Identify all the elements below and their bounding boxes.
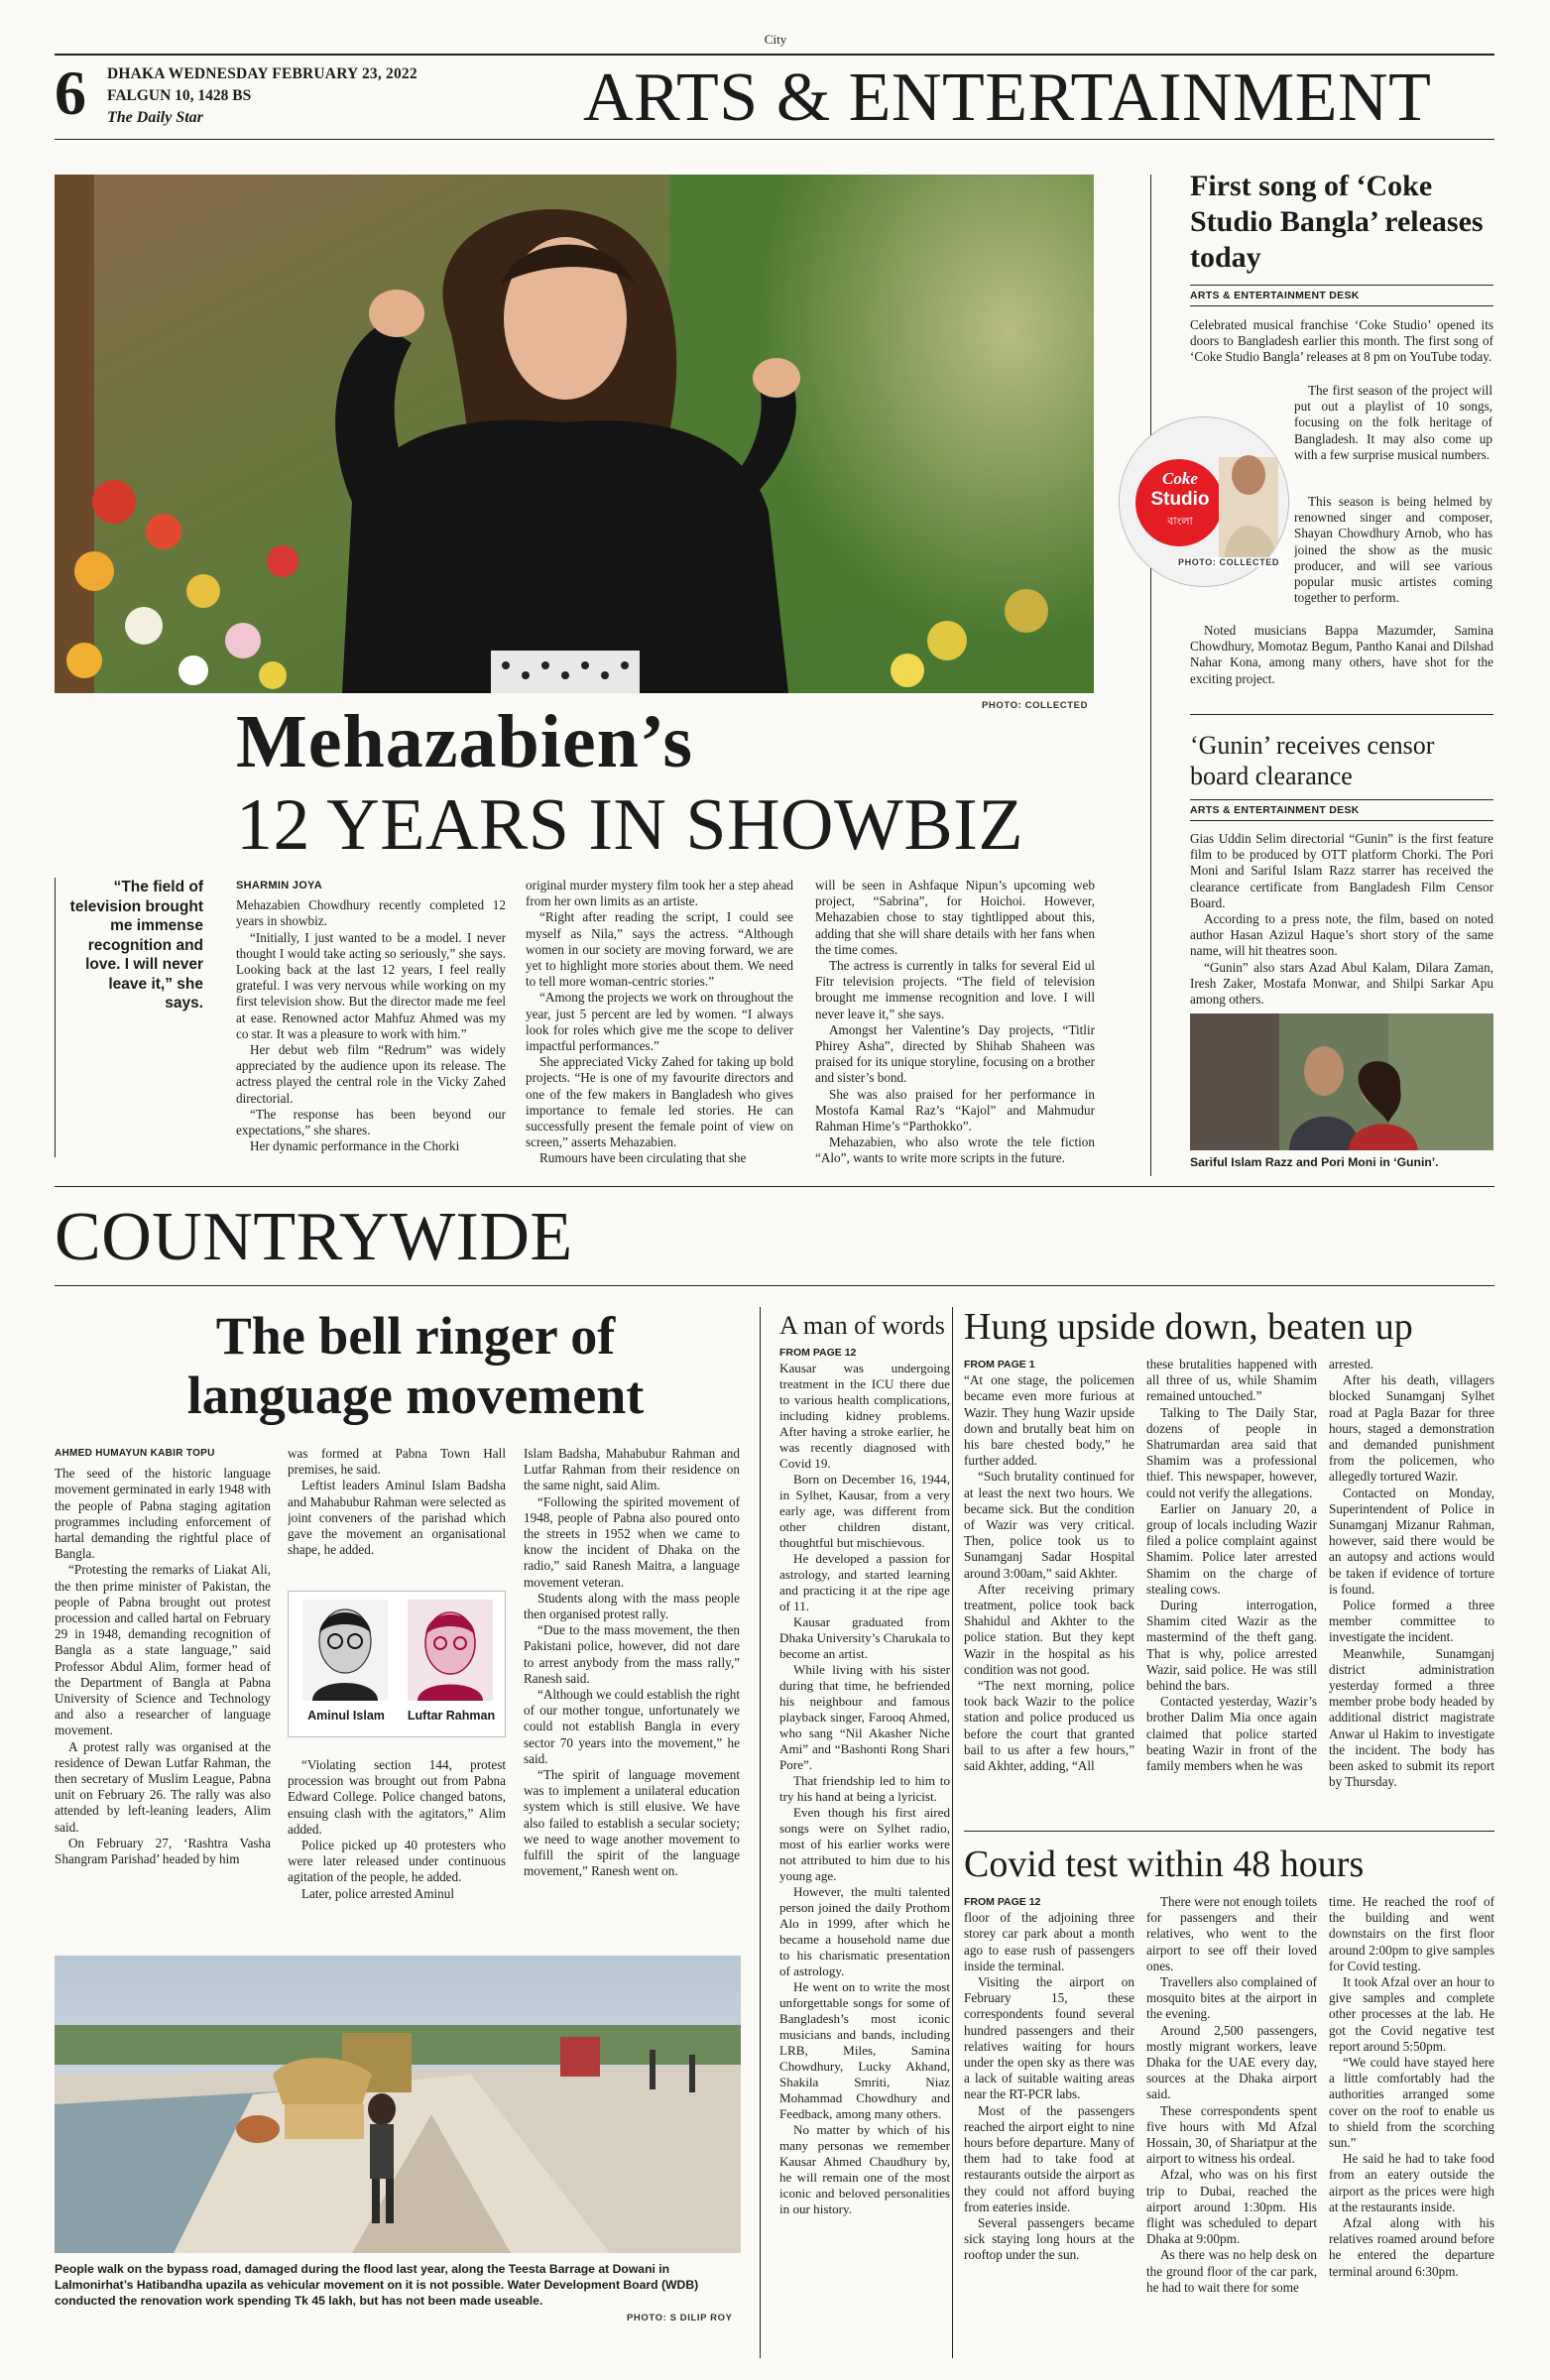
lead-paragraph: Mehazabien, who also wrote the tele fiction “Alo”, wants to write more scripts in the future.	[815, 1134, 1095, 1166]
coke-logo-text-2: Studio	[1150, 489, 1210, 510]
hung-paragraph: Earlier on January 20, a group of locals including Wazir filed a police complaint against Shamim. Police later arrested Shamim on the charge of stealing cows.	[1146, 1500, 1317, 1597]
covid-paragraph: Visiting the airport on February 15, these correspondents found several hundred passengers and their relatives waiting for hours under the open sky as there was a lack of suitable waiting areas near the RT-PCR labs.	[964, 1974, 1134, 2102]
bell-column-2-top	[288, 1446, 506, 1579]
lead-paragraph: Amongst her Valentine’s Day projects, “Titlir Phirey Asha”, directed by Shihab Shaheen was praised for its unique storyline, focusing on a brother and sister’s bond.	[815, 1021, 1095, 1086]
bell-paragraph: Leftist leaders Aminul Islam Badsha and Mahabubur Rahman were selected as joint conveners of the parishad which gave the movement an organisational shape, he added.	[288, 1478, 506, 1558]
covid-paragraph: Several passengers became sick staying long hours at the rooftop under the sun.	[964, 2215, 1134, 2263]
portrait-lutfar-rahman	[408, 1600, 493, 1701]
coke-headline: First song of ‘Coke Studio Bangla’ releases today	[1190, 170, 1484, 274]
covid-paragraph: Most of the passengers reached the airport eight to nine hours before departure. Many of them had to take food at restaurants outside the airport as they could not afford buying from eateries inside.	[964, 2102, 1134, 2214]
gunin-rule	[1190, 799, 1493, 800]
covid-paragraph: These correspondents spent five hours with Md Afzal Hossain, 30, of Shariatpur at the airport to witness his ordeal.	[1146, 2102, 1317, 2167]
lead-paragraph: will be seen in Ashfaque Nipun’s upcoming web project, “Sabrina”, for Hoichoi. However, Mehazabien chose to stay tightlipped about this, adding that she will share details with her fans when the time comes.	[815, 878, 1095, 957]
lead-paragraph: She was also praised for her performance in Mostofa Kamal Raz’s “Kajol” and Mahmudur Rahman Hime’s “Parthokko”.	[815, 1086, 1095, 1134]
lead-headline-2: 12 YEARS IN SHOWBIZ	[236, 784, 1024, 866]
teesta-caption: People walk on the bypass road, damaged during the flood last year, along the Teesta Barrage at Dowani in Lalmonirhat’s Hatibandha upazila as vehicular movement on it is not possible. Water Development Board (WDB) conducted the renovation work spending Tk 45 lakh, but has not been made useable.	[55, 2262, 699, 2308]
bell-paragraph: “The spirit of language movement was to implement a unilateral education system which is still elusive. We have also failed to establish a secular society; we need to wage another movement to fulfill the spirit of the language movement,” Ranesh went on.	[524, 1767, 740, 1879]
lead-headline-1: Mehazabien’s	[236, 700, 693, 783]
hung-paragraph: During interrogation, Shamim cited Wazir as the mastermind of the theft gang. That is why, police arrested Wazir, said police. He was still behind the bars.	[1146, 1598, 1317, 1694]
covid-paragraph: As there was no help desk on the ground floor of the car park, he had to wait there for some	[1146, 2247, 1317, 2295]
portraits-box	[288, 1591, 506, 1737]
gunin-paragraph: “Gunin” also stars Azad Abul Kalam, Dilara Zaman, Iresh Zaker, Mostafa Monwar, and Shilpi Sarkar Apu among others.	[1190, 959, 1493, 1008]
words-paragraph: Kausar graduated from Dhaka University’s Charukala to become an artist.	[779, 1614, 950, 1661]
gunin-top-rule	[1190, 714, 1493, 715]
lead-paragraph: “Initially, I just wanted to be a model. I never thought I would take acting so seriously,” she says. Looking back at the last 12 years, I feel really grateful. I was very nervous while working on my first television show. But the director made me feel at ease. Renowned actor Mahfuz Ahmed was my co star. It was a pleasure to work with him.”	[236, 929, 506, 1041]
words-paragraph: While living with his sister during that time, he befriended his neighbour and famous playback singer, Farooq Ahmed, who sang “Nil Akasher Niche Ami” and “Bashonti Rong Shari Pore”.	[779, 1662, 950, 1772]
page-number: 6	[55, 58, 86, 128]
portrait-aminul-islam	[302, 1600, 388, 1701]
covid-paragraph: It took Afzal over an hour to give samples and complete other processes at the lab. He got the Covid negative test report around 5:50pm.	[1329, 1974, 1494, 2054]
bell-byline: AHMED HUMAYUN KABIR TOPU	[55, 1448, 215, 1459]
gunin-photo-illustration	[1190, 1013, 1493, 1150]
teesta-photo-credit: PHOTO: S DILIP ROY	[627, 2313, 733, 2323]
coke-logo-text-3: বাংলা	[1167, 516, 1193, 528]
lead-column-3	[815, 878, 1095, 1175]
bell-paragraph: “Protesting the remarks of Liakat Ali, the then prime minister of Pakistan, the people of Pabna brought out protest procession and called hartal on February 29 in 1948, demanding recognition of Bangla as a state language,” said Professor Abdul Alim, former head of the Department of Bangla at Pabna University of Science and Technology and also a researcher of language movement.	[55, 1562, 271, 1738]
bottom-divider-2	[952, 1307, 953, 2358]
hung-paragraph: these brutalities happened with all three of us, while Shamim remained untouched.”	[1146, 1357, 1317, 1404]
covid-column-1	[964, 1894, 1134, 2370]
hung-column-1	[964, 1357, 1134, 1813]
right-column-rule	[1150, 175, 1151, 1176]
lead-paragraph: “Right after reading the script, I could see myself as Nila,” says the actress. “Although women in our society are moving forward, we are yet to highlight more stories about them. We need to tell more woman-centric stories.”	[526, 909, 793, 990]
bell-paragraph: “Following the spirited movement of 1948, people of Pabna also poured onto the streets in 1952 when we came to know the incident of Dhaka on the radio,” said Ranesh Maitra, a language movement veteran.	[524, 1493, 740, 1590]
bell-paragraph: was formed at Pabna Town Hall premises, he said.	[288, 1446, 506, 1478]
coke-rule-2	[1190, 305, 1493, 306]
lead-paragraph: Her dynamic performance in the Chorki	[250, 1138, 460, 1154]
bell-paragraph: A protest rally was organised at the residence of Dewan Lutfar Rahman, the then secretary of Muslim League, Pabna unit on February 26. The rally was also attended by left-leaning leaders, Alim said.	[55, 1738, 271, 1835]
words-paragraph: He developed a passion for astrology, and started learning and practicing it at the ripe age of 11.	[779, 1551, 950, 1613]
bell-column-1	[55, 1446, 271, 1942]
gunin-rule-2	[1190, 820, 1493, 821]
lead-photo-illustration	[55, 175, 1094, 693]
words-headline: A man of words	[779, 1311, 945, 1340]
hung-headline: Hung upside down, beaten up	[964, 1306, 1413, 1348]
bell-paragraph: “Due to the mass movement, the then Pakistani police, however, did not dare to arrest anybody from the mass rally,” Ranesh said.	[524, 1622, 740, 1686]
countrywide-top-rule	[55, 1186, 1494, 1187]
words-from-page: FROM PAGE 12	[779, 1347, 857, 1359]
bangla-date: FALGUN 10, 1428 BS	[107, 87, 252, 104]
coke-logo-text-1: Coke	[1162, 469, 1198, 488]
words-paragraph: No matter by which of his many personas we remember Kausar Ahmed Chaudhury by, he will remain one of the most iconic and beloved personalities in our history.	[779, 2122, 950, 2216]
lead-paragraph: Rumours have been circulating that she	[539, 1150, 747, 1166]
covid-paragraph: time. He reached the roof of the building and went downstairs on the first floor around 2:00pm to give samples for Covid testing.	[1329, 1894, 1494, 1973]
bell-headline-1: The bell ringer of	[215, 1306, 616, 1366]
bell-paragraph: “Violating section 144, protest procession was brought out from Pabna Edward College. Police changed batons, ensuing clash with the agitators,” Alim added.	[288, 1757, 506, 1837]
covid-headline: Covid test within 48 hours	[964, 1844, 1365, 1885]
lead-byline: SHARMIN JOYA	[236, 880, 322, 892]
bottom-divider-1	[760, 1307, 761, 2358]
covid-paragraph: Afzal, who was on his first trip to Dubai, reached the airport around 1:30pm. His flight was scheduled to depart Dhaka at 9:00pm.	[1146, 2167, 1317, 2247]
lead-paragraph: Her debut web film “Redrum” was widely appreciated by the audience upon its release. The actress played the central role in the Vicky Zahed directorial.	[236, 1042, 506, 1106]
lead-column-1	[236, 878, 506, 1175]
date-line: DHAKA WEDNESDAY FEBRUARY 23, 2022	[107, 65, 417, 82]
portrait-caption-2: Luftar Rahman	[407, 1709, 496, 1723]
bell-paragraph: Islam Badsha, Mahabubur Rahman and Lutfar Rahman from their residence on the same night, said Alim.	[524, 1446, 740, 1493]
covid-column-2	[1146, 1894, 1317, 2370]
covid-paragraph: Around 2,500 passengers, mostly migrant workers, leave Dhaka for the UAE every day, sources at the Dhaka airport said.	[1146, 2022, 1317, 2102]
lead-paragraph: “The response has been beyond our expectations,” she shares.	[236, 1106, 506, 1138]
gunin-headline: ‘Gunin’ receives censor board clearance	[1190, 731, 1435, 790]
gunin-photo	[1190, 1013, 1493, 1150]
lead-paragraph: original murder mystery film took her a step ahead from her own limits as an artiste.	[526, 878, 793, 909]
covid-paragraph: “We could have stayed here a little comfortably had the authorities arranged some cover on the roof to enable us to shield from the scorching sun.”	[1329, 2055, 1494, 2151]
lead-paragraph: She appreciated Vicky Zahed for taking up bold projects. “He is one of my favourite directors and one of the few makers in Bangladesh who gives importance to female led stories. He can successfully present the female point of view on screen,” asserts Mehazabien.	[526, 1054, 793, 1150]
hung-paragraph: “At one stage, the policemen became even more furious at Wazir. They hung Wazir upside down and brutally beat him on his bare chested body,” he further added.	[964, 1372, 1134, 1469]
pull-quote-rule	[55, 878, 56, 1157]
coke-photo-credit: PHOTO: COLLECTED	[1178, 557, 1279, 567]
bell-column-3	[524, 1446, 740, 1942]
gunin-paragraph: Gias Uddin Selim directorial “Gunin” is the first feature film to be produced by OTT platform Chorki. The Pori Moni and Sariful Islam Razz starrer has received the clearance certificate from Bangladesh Film Censor Board.	[1190, 831, 1493, 910]
words-paragraph: That friendship led to him to try his hand at being a lyricist.	[779, 1773, 950, 1804]
coke-paragraph: The first season of the project will put out a playlist of 10 songs, focusing on the folk heritage of Bangladesh. It may also come up with a few surprise musical numbers.	[1294, 383, 1492, 462]
lead-paragraph: “Among the projects we work on throughout the year, just 5 percent are led by women. “I always look for roles which give me the scope to deliver impactful performances.”	[526, 990, 793, 1054]
pull-quote: “The field of television brought me immense recognition and love. I will never leave it,” she says.	[69, 879, 203, 1012]
hung-column-2	[1146, 1357, 1317, 1813]
lead-paragraph: Mehazabien Chowdhury recently completed 12 years in showbiz.	[236, 897, 506, 929]
header-top-rule	[55, 54, 1494, 56]
gunin-byline: ARTS & ENTERTAINMENT DESK	[1190, 804, 1360, 816]
header-bottom-rule	[55, 139, 1494, 140]
covid-paragraph: floor of the adjoining three storey car park about a month ago to ease rush of passengers inside the terminal.	[964, 1910, 1134, 1973]
section-top-label: City	[764, 32, 787, 47]
covid-paragraph: Afzal along with his relatives roamed around before he entered the departure terminal around 6:30pm.	[1329, 2215, 1494, 2279]
section-title: ARTS & ENTERTAINMENT	[583, 60, 1432, 136]
hung-paragraph: Talking to The Daily Star, dozens of people in Shatrumardan area said that Shamim was a professional thief. This newspaper, however, could not verify the allegations.	[1146, 1404, 1317, 1500]
bell-paragraph: Students along with the mass people then organised protest rally.	[524, 1590, 740, 1622]
covid-paragraph: Travellers also complained of mosquito bites at the airport in the evening.	[1146, 1974, 1317, 2022]
portrait-caption-1: Aminul Islam	[307, 1709, 385, 1723]
words-body	[779, 1345, 950, 2366]
countrywide-title: COUNTRYWIDE	[55, 1199, 573, 1275]
bell-headline-2: language movement	[186, 1366, 645, 1425]
hung-paragraph: Meanwhile, Sunamganj district administration yesterday formed a three member probe body headed by additional district magistrate Anwar ul Hakim to investigate the incident. The body has been asked to submit its report by Thursday.	[1329, 1645, 1494, 1790]
bell-paragraph: “Although we could establish the right of our mother tongue, unfortunately we could not establish Bangla in every sector 70 years into the movement,” he said.	[524, 1687, 740, 1766]
covid-paragraph: He said he had to take food from an eatery outside the airport as the prices were high at the restaurants inside.	[1329, 2151, 1494, 2214]
lead-photo	[55, 175, 1094, 693]
hung-paragraph: Police formed a three member committee to investigate the incident.	[1329, 1598, 1494, 1645]
coke-wrap-1	[1294, 383, 1492, 494]
bell-paragraph: Police picked up 40 protesters who were later released under continuous agitation of the people, he added.	[288, 1838, 506, 1885]
hung-paragraph: After receiving primary treatment, police took back Shahidul and Akhter to the police station. But they kept Wazir in the hospital as his condition was not good.	[964, 1581, 1134, 1677]
paper-name-logo: The Daily Star	[107, 109, 203, 126]
teesta-photo	[55, 1956, 741, 2253]
lead-photo-credit: PHOTO: COLLECTED	[982, 700, 1089, 711]
coke-tail	[1190, 623, 1493, 692]
lead-paragraph: The actress is currently in talks for several Eid ul Fitr television projects. “The field of television brought me immense recognition and love. I will never leave it,” she says.	[815, 958, 1095, 1021]
coke-paragraph: This season is being helmed by renowned singer and composer, Shayan Chowdhury Arnob, who has joined the show as the music producer, and will see various popular music artistes coming together to perform.	[1294, 494, 1492, 606]
hung-paragraph: “The next morning, police took back Wazir to the police station and police produced us before the court that granted bail to us after a few hours,” said Akhter, adding, “All	[964, 1678, 1134, 1774]
words-paragraph: Born on December 16, 1944, in Sylhet, Kausar, from a very early age, was different from other children distant, thoughtful but mischievous.	[779, 1472, 950, 1550]
hung-paragraph: After his death, villagers blocked Sunamganj Sylhet road at Pagla Bazar for three hours, staged a demonstration and demanded punishment from the policemen, who allegedly tortured Wazir.	[1329, 1372, 1494, 1485]
bell-paragraph: Later, police arrested Aminul	[301, 1885, 454, 1901]
hung-column-3	[1329, 1357, 1494, 1813]
teesta-photo-illustration	[55, 1956, 741, 2253]
words-paragraph: Even though his first aired songs were on Sylhet radio, most of his earlier works were not attributed to him due to his young age.	[779, 1805, 950, 1883]
covid-column-3	[1329, 1894, 1494, 2370]
bell-column-2-bottom	[288, 1757, 506, 1942]
coke-wrap-2	[1294, 494, 1492, 623]
gunin-caption: Sariful Islam Razz and Pori Moni in ‘Gunin’.	[1190, 1155, 1439, 1169]
hung-paragraph: Contacted yesterday, Wazir’s brother Dalim Mia once again claimed that police started beating Wazir in front of the family members when he was	[1146, 1694, 1317, 1774]
covid-from-page: FROM PAGE 12	[964, 1896, 1041, 1908]
hung-paragraph: Contacted on Monday, Superintendent of Police in Sunamganj Mizanur Rahman, however, said there would be an autopsy and actions would be taken if evidence of torture is found.	[1329, 1485, 1494, 1597]
words-paragraph: However, the multi talented person joined the daily Prothom Alo in 1999, after which he became a household name due to his charismatic presentation of astrology.	[779, 1884, 950, 1978]
coke-paragraph: Celebrated musical franchise ‘Coke Studio’ opened its doors to Bangladesh earlier this month. The first song of ‘Coke Studio Bangla’ releases at 8 pm on YouTube today.	[1190, 317, 1493, 365]
gunin-paragraph: According to a press note, the film, based on noted author Hasan Azizul Haque’s short story of the same name, will hit theatres soon.	[1190, 911, 1493, 959]
countrywide-bottom-rule	[55, 1285, 1494, 1286]
hung-from-page: FROM PAGE 1	[964, 1359, 1035, 1370]
hung-paragraph: “Such brutality continued for at least the next two hours. We became sick. But the condition of Wazir was very critical. Then, police took us to Sunamganj Sadar Hospital around 3:00am,” said Akhter.	[964, 1469, 1134, 1581]
lead-column-2	[526, 878, 793, 1175]
gunin-body	[1190, 831, 1493, 1010]
coke-rule	[1190, 285, 1493, 286]
coke-intro	[1190, 317, 1493, 383]
bell-paragraph: On February 27, ‘Rashtra Vasha Shangram Parishad’ headed by him	[55, 1835, 271, 1867]
coke-byline: ARTS & ENTERTAINMENT DESK	[1190, 290, 1360, 301]
covid-top-rule	[964, 1831, 1494, 1832]
hung-paragraph: arrested.	[1329, 1357, 1374, 1371]
bell-paragraph: The seed of the historic language movement germinated in early 1948 with the people of Pabna staging agitation programmes including enforcement of hartal demanding the rightful place of Bangla.	[55, 1466, 271, 1562]
words-paragraph: He went on to write the most unforgettable songs for some of Bangladesh’s most iconic musicians and bands, including LRB, Miles, Samina Chowdhury, Lucky Akhand, Shakila Smriti, Niaz Mohammad Chowdhury and Feedback, among many others.	[779, 1979, 950, 2121]
coke-paragraph: Noted musicians Bappa Mazumder, Samina Chowdhury, Momotaz Begum, Pantho Kanai and Dilshad Nahar Kona, among many others, have shot for the exciting project.	[1190, 623, 1493, 686]
covid-paragraph: There were not enough toilets for passengers and their relatives, who went to the airport to see off their loved ones.	[1146, 1894, 1317, 1973]
words-paragraph: Kausar was undergoing treatment in the ICU there due to various health complications, including kidney problems. After having a stroke earlier, he was recently diagnosed with Covid 19.	[779, 1361, 950, 1471]
